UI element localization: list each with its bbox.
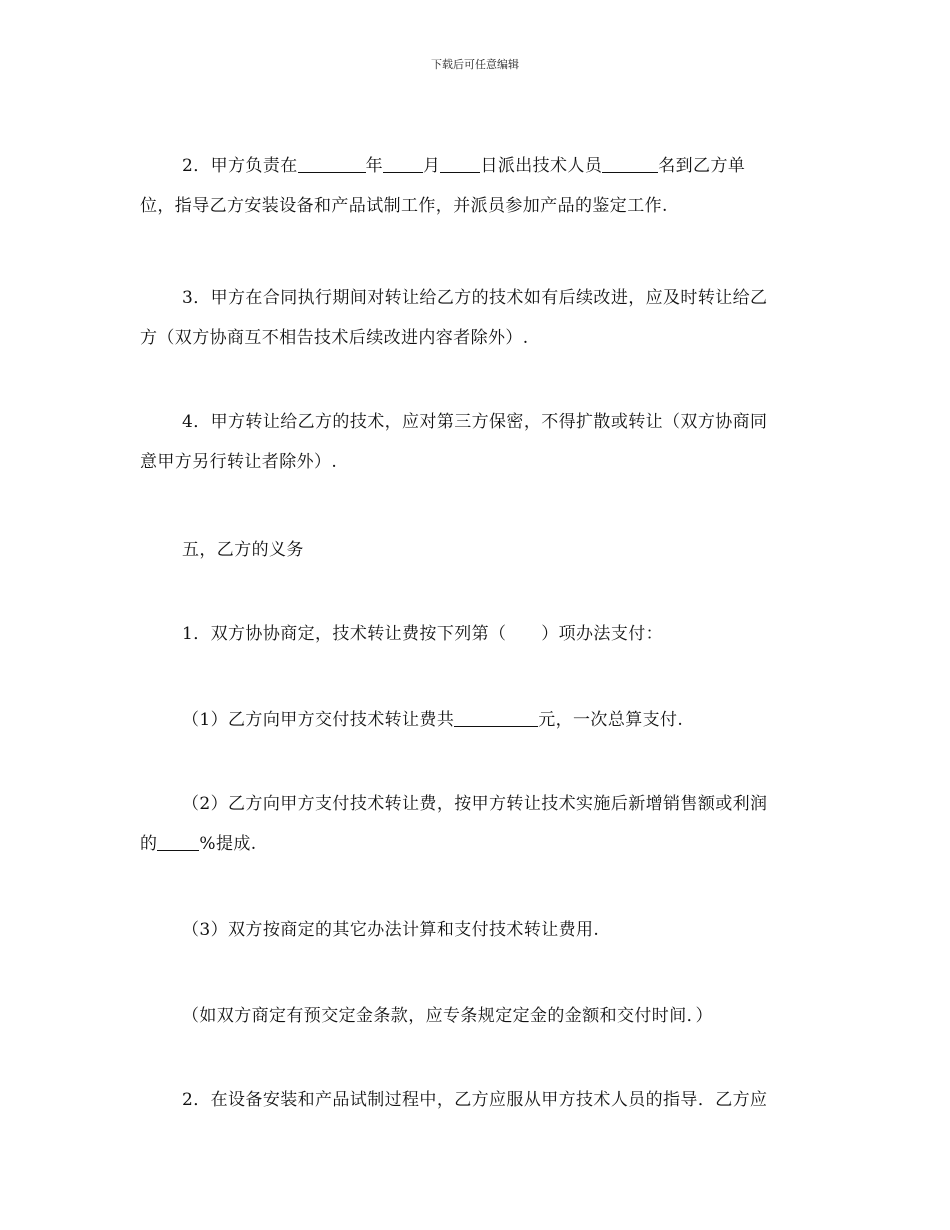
fill-blank-day[interactable] — [440, 154, 480, 173]
paragraph-line — [140, 824, 814, 864]
paragraph-clause-5-2 — [140, 1080, 814, 1120]
text-segment: 月 — [423, 156, 441, 176]
deposit-note — [140, 996, 814, 1036]
page-header: 下载后可任意编辑 — [431, 58, 519, 71]
text-segment: 日派出技术人员 — [480, 156, 603, 176]
text-segment: 的 — [140, 834, 158, 854]
payment-option-3 — [140, 910, 814, 950]
fill-blank-year[interactable] — [298, 154, 366, 173]
text-segment: %提成. — [199, 834, 257, 854]
paragraph-line — [140, 146, 814, 186]
paragraph-line: 意甲方另行转让者除外）. — [140, 452, 338, 472]
paragraph-clause-4 — [140, 402, 814, 482]
text-segment: 名到乙方单 — [658, 156, 746, 176]
paragraph-line: （2）乙方向甲方支付技术转让费，按甲方转让技术实施后新增销售额或利润 — [182, 794, 768, 814]
paragraph-clause-3 — [140, 278, 814, 358]
section-heading — [140, 530, 814, 570]
paragraph-clause-2 — [140, 146, 814, 226]
paragraph-line: 方（双方协商互不相告技术后续改进内容者除外）. — [140, 328, 529, 348]
paragraph-line: 2．在设备安装和产品试制过程中，乙方应服从甲方技术人员的指导．乙方应 — [182, 1090, 768, 1110]
paragraph-line: 3．甲方在合同执行期间对转让给乙方的技术如有后续改进，应及时转让给乙 — [182, 288, 768, 308]
paragraph-line: 位，指导乙方安装设备和产品试制工作，并派员参加产品的鉴定工作. — [140, 196, 668, 216]
paragraph-line: 1．双方协协商定，技术转让费按下列第（ ）项办法支付： — [182, 624, 664, 644]
payment-option-2 — [140, 784, 814, 864]
fill-blank-percentage[interactable] — [157, 832, 199, 851]
paragraph-line: 4．甲方转让给乙方的技术，应对第三方保密，不得扩散或转让（双方协商同 — [182, 412, 768, 432]
text-segment: 元，一次总算支付. — [538, 710, 684, 730]
paragraph-line: （如双方商定有预交定金条款，应专条规定定金的金额和交付时间．） — [182, 1006, 713, 1026]
payment-option-1 — [140, 700, 814, 740]
fill-blank-amount[interactable] — [454, 708, 538, 727]
fill-blank-month[interactable] — [383, 154, 423, 173]
text-segment: 2．甲方负责在 — [182, 156, 298, 176]
text-segment: 年 — [365, 156, 384, 176]
paragraph-clause-5-1 — [140, 614, 814, 654]
fill-blank-staff-count[interactable] — [602, 154, 658, 173]
paragraph-line: （3）双方按商定的其它办法计算和支付技术转让费用. — [182, 920, 600, 940]
section-title: 五，乙方的义务 — [182, 540, 304, 560]
text-segment: （1）乙方向甲方交付技术转让费共 — [182, 710, 455, 730]
paragraph-line — [140, 700, 814, 740]
